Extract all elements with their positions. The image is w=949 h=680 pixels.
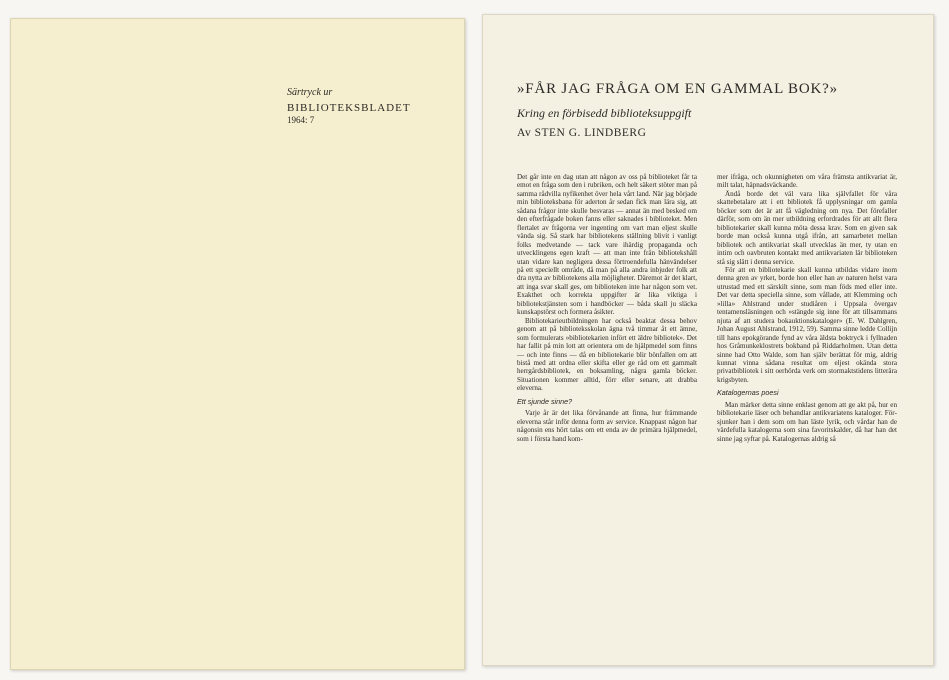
cover-subhead: Särtryck ur: [287, 87, 333, 98]
paragraph: Man märker detta sinne enklast genom att ge akt på, hur en bibliotekarie läser och behandlar antikvariatens kataloger. Försjunker han i dem som om han läste lyrik, och vårdar han de värdefulla katalogerna som sina favoritskalder, då har han det sinne jag syftar på. Katalogernas aldrig så: [717, 400, 897, 443]
section-heading: Ett sjunde sinne?: [517, 396, 573, 406]
paragraph: För att en bibliotekarie skall kunna utbildas vidare inom denna gren av yrket, borde hon eller han av naturen helst vara utrustad med ett särskilt sinne, som man föds med eller inte. Det var detta speciella sinne, som vållade, att Klemming och »lilla» Ahlstrand under studiåren i Uppsala övergav tentamensläsningen och »stängde sig inne för att tillsammans njuta af att studera bokauktionskataloger» (E. W. Dahlgren, Johan August Ahlstrand, 1912, 59). Samma sinne ledde Collijn till hans epokgörande fynd av våra äldsta boktryck i fyllnaden hos Gråmunkeklostrets bokband på Riddarholmen. Utan detta sinne had Otto Walde, som han själv berättat för mig, aldrig kunnat vinna sådana resultat om eljest okända stora privatbibliotek i sitt oerhörda verk om stormaktstidens litterära krigsbyten.: [717, 265, 897, 384]
section-heading: Katalogernas poesi: [717, 388, 779, 398]
cover-issue-number: 1964: 7: [287, 115, 315, 126]
article-title: »FÅR JAG FRÅGA OM EN GAMMAL BOK?»: [517, 81, 838, 97]
cover-publication-name: BIBLIOTEKSBLADET: [287, 101, 411, 114]
paragraph: Varje år är det lika förvånande att finna, hur främmande eleverna står inför denna form av service. Knappast någon har någonsin ens hört talas om ett enda av de primära hjälpmedel, som i första hand kom-: [517, 409, 697, 443]
article-byline: Av STEN G. LINDBERG: [517, 127, 647, 139]
article-column-left: [517, 173, 697, 633]
article-column-right: [717, 173, 897, 613]
article-page: [482, 14, 934, 666]
paragraph: mer ifråga, och okunnigheten om våra främsta antikvariat är, milt talat, häpnadsväckande.: [717, 173, 897, 190]
paragraph: Ändå borde det väl vara lika självfallet för våra skattebetalare att i ett bibliotek få upplysningar om gamla böcker som det är att få vägledning om nya. Det förefaller därför, som om än mer utbildning erfordrades för att allt flera bibliotekarier skall kunna möta dessa krav. Som en given sak borde man också kunna utgå ifrån, att samarbetet mellan bibliotek och antikvariat skall utvecklas än mer, ty utan en intim och oavbruten kontakt med antikvariaten lär biblioteken stå sig slätt i denna service.: [717, 189, 897, 266]
cover-imprint: [287, 87, 411, 127]
paragraph: Bibliotekarieutbildningen har också beaktat dessa behov genom att på biblioteksskolan ägna två timmar åt ett ämne, som formulerats »bibliotekarien infört ett äldre bibliotek». Det har fallit på min lott att orientera om de hjälpmedel som finns — och inte finns — då en bibliotekarie blir bönfallen om att bistå med att ordna eller skifta eller ge råd om ett gammalt herrgårdsbibliotek, en boksamling, några gamla böcker. Situationen kommer alltid, förr eller senare, att drabba eleverna.: [517, 316, 697, 393]
paragraph: Det går inte en dag utan att någon av oss på biblioteket får ta emot en fråga som den i rubriken, och helt säkert stöter man på samma rådvilla nyfikenhet över hela vårt land. När jag började min biblioteksbana för aderton år sedan fick man lära sig, att sådana frågor inte skulle besvaras — annat än med besked om den efterfrågade boken fanns eller saknades i biblioteket. Men flertalet av frågorna ver ingenting om vart man eljest skulle vända sig. Så stark har bibliotekens ställning blivit i vanligt folks medvetande — tack vare ihärdig propaganda och utvecklingens egen kraft — att man inte från bibliotekshåll utan vidare kan negligera dessa förtroendefulla hänvändelser på ett speciellt område, då man på alla andra inbjuder folk att dra nytta av bibliotekens alla möjligheter. Däremot är det klart, att inga svar skall ges, om biblioteken inte har någon som vet. Exakthet och korrekta uppgifter är lika viktiga i bibliotekstjänsten som i handböcker — båda skall ju släcka kunskapstörst och formera åsikter.: [517, 173, 697, 317]
cover-page: [10, 18, 465, 670]
article-subtitle: Kring en förbisedd biblioteksuppgift: [517, 106, 692, 120]
